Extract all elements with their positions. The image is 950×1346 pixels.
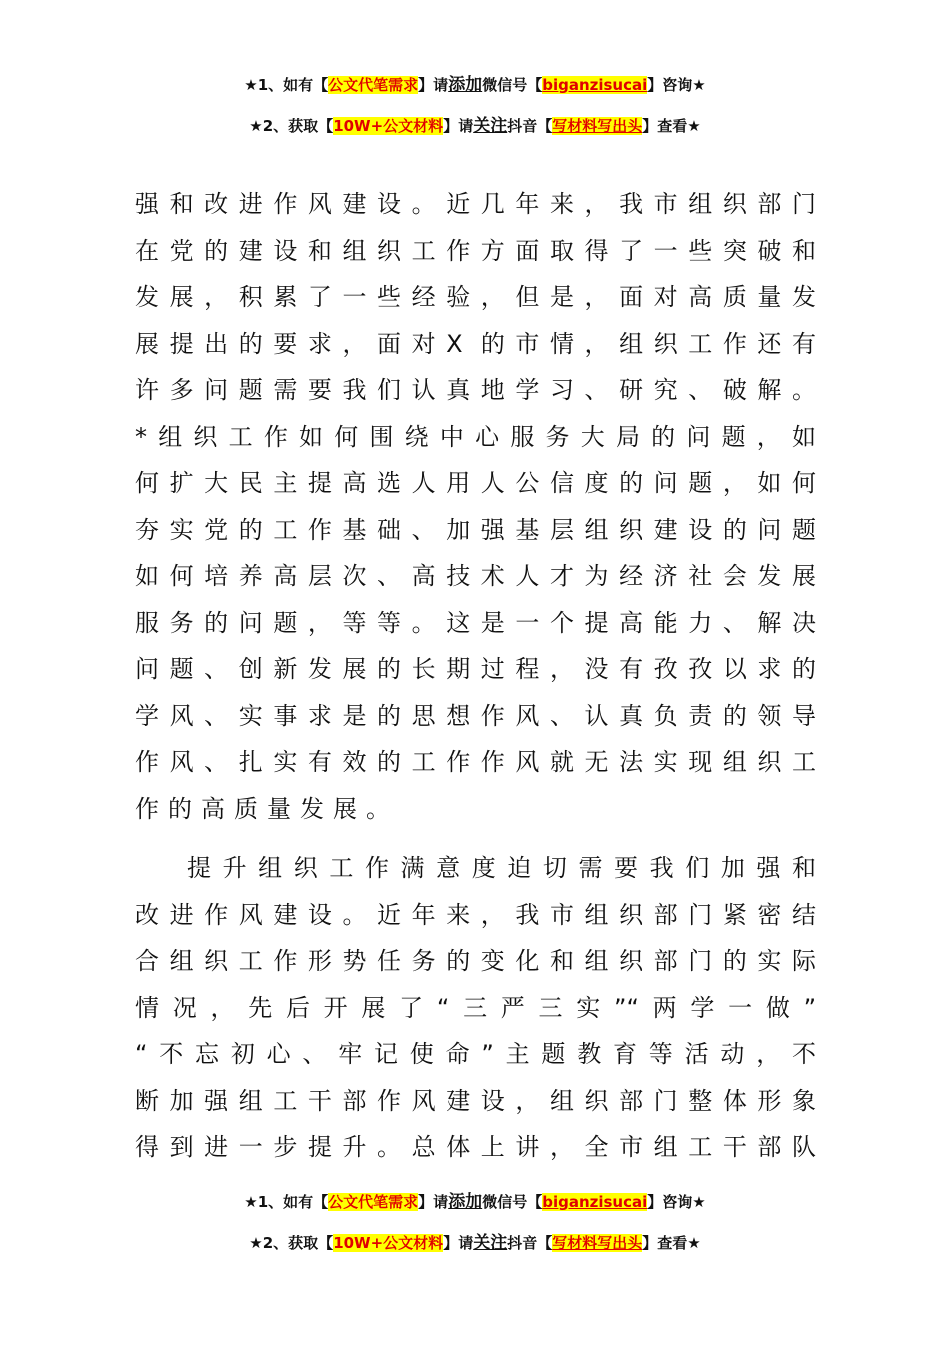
ad-text: ★2、获取【 (249, 1234, 334, 1252)
footer-ad-line-1 (0, 1187, 950, 1212)
ad-text: ★1、如有【 (244, 1193, 329, 1211)
ad-text: ★1、如有【 (244, 76, 329, 94)
ad-text: 】请 (443, 117, 474, 135)
ad-douyin-id: 写材料写出头 (552, 1234, 643, 1252)
ad-text: ★2、获取【 (249, 117, 334, 135)
ad-highlight: 10W+公文材料 (333, 1234, 444, 1252)
footer-ad-line-2 (0, 1228, 950, 1253)
text-line: 情况，先后开展了“三严三实”“两学一做” (135, 993, 816, 1022)
ad-underlined: 添加 (448, 75, 483, 95)
text-line: 作的高质量发展。 (135, 794, 399, 823)
header-ad-line-1 (0, 70, 950, 95)
ad-highlight: 公文代笔需求 (328, 76, 419, 94)
ad-text: 微信号【 (482, 1193, 543, 1211)
text-line: 作风、扎实有效的工作作风就无法实现组织工 (135, 748, 816, 776)
ad-highlight: 公文代笔需求 (328, 1193, 419, 1211)
text-line: “不忘初心、牢记使命”主题教育等活动，不 (135, 1040, 816, 1068)
text-line: 何扩大民主提高选人用人公信度的问题，如何 (135, 469, 816, 497)
text-line: 许多问题需要我们认真地学习、研究、破解。 (135, 376, 816, 404)
ad-text: 抖音【 (507, 117, 553, 135)
ad-text: 】咨询★ (647, 1193, 706, 1211)
text-line: 如何培养高层次、高技术人才为经济社会发展 (135, 562, 816, 590)
ad-text: 抖音【 (507, 1234, 553, 1252)
ad-text: 】咨询★ (647, 76, 706, 94)
ad-highlight: 10W+公文材料 (333, 117, 444, 135)
ad-wechat-id: biganzisucai (542, 76, 648, 94)
text-line: 发展，积累了一些经验，但是，面对高质量发 (135, 283, 816, 311)
ad-douyin-id: 写材料写出头 (552, 117, 643, 135)
ad-text: 】请 (443, 1234, 474, 1252)
ad-text: 】请 (418, 1193, 449, 1211)
ad-underlined: 添加 (448, 1192, 483, 1212)
ad-text: 】请 (418, 76, 449, 94)
ad-text: 微信号【 (482, 76, 543, 94)
text-line: 展提出的要求，面对X 的市情，组织工作还有 (135, 329, 816, 358)
ad-underlined: 关注 (473, 1233, 508, 1253)
header-ad-line-2 (0, 111, 950, 136)
ad-text: 】查看★ (642, 117, 701, 135)
text-line: 服务的问题，等等。这是一个提高能力、解决 (135, 608, 816, 637)
text-line: 断加强组工干部作风建设，组织部门整体形象 (135, 1086, 816, 1115)
paragraph-1 (135, 181, 816, 832)
text-line: 问题、创新发展的长期过程，没有孜孜以求的 (135, 655, 816, 683)
paragraph-2 (135, 845, 816, 1171)
text-line: 强和改进作风建设。近几年来，我市组织部门 (135, 190, 816, 218)
text-line: 合组织工作形势任务的变化和组织部门的实际 (135, 947, 816, 975)
text-line: 改进作风建设。近年来，我市组织部门紧密结 (135, 900, 816, 929)
text-line: 在党的建设和组织工作方面取得了一些突破和 (135, 236, 816, 265)
text-line: 提升组织工作满意度迫切需要我们加强和 (187, 854, 816, 882)
text-line: *组织工作如何围绕中心服务大局的问题，如 (135, 422, 816, 451)
ad-text: 】查看★ (642, 1234, 701, 1252)
text-line: 得到进一步提升。总体上讲，全市组工干部队 (135, 1133, 816, 1161)
text-line: 夯实党的工作基础、加强基层组织建设的问题 (135, 515, 816, 544)
ad-wechat-id: biganzisucai (542, 1193, 648, 1211)
ad-underlined: 关注 (473, 116, 508, 136)
text-line: 学风、实事求是的思想作风、认真负责的领导 (135, 701, 816, 730)
